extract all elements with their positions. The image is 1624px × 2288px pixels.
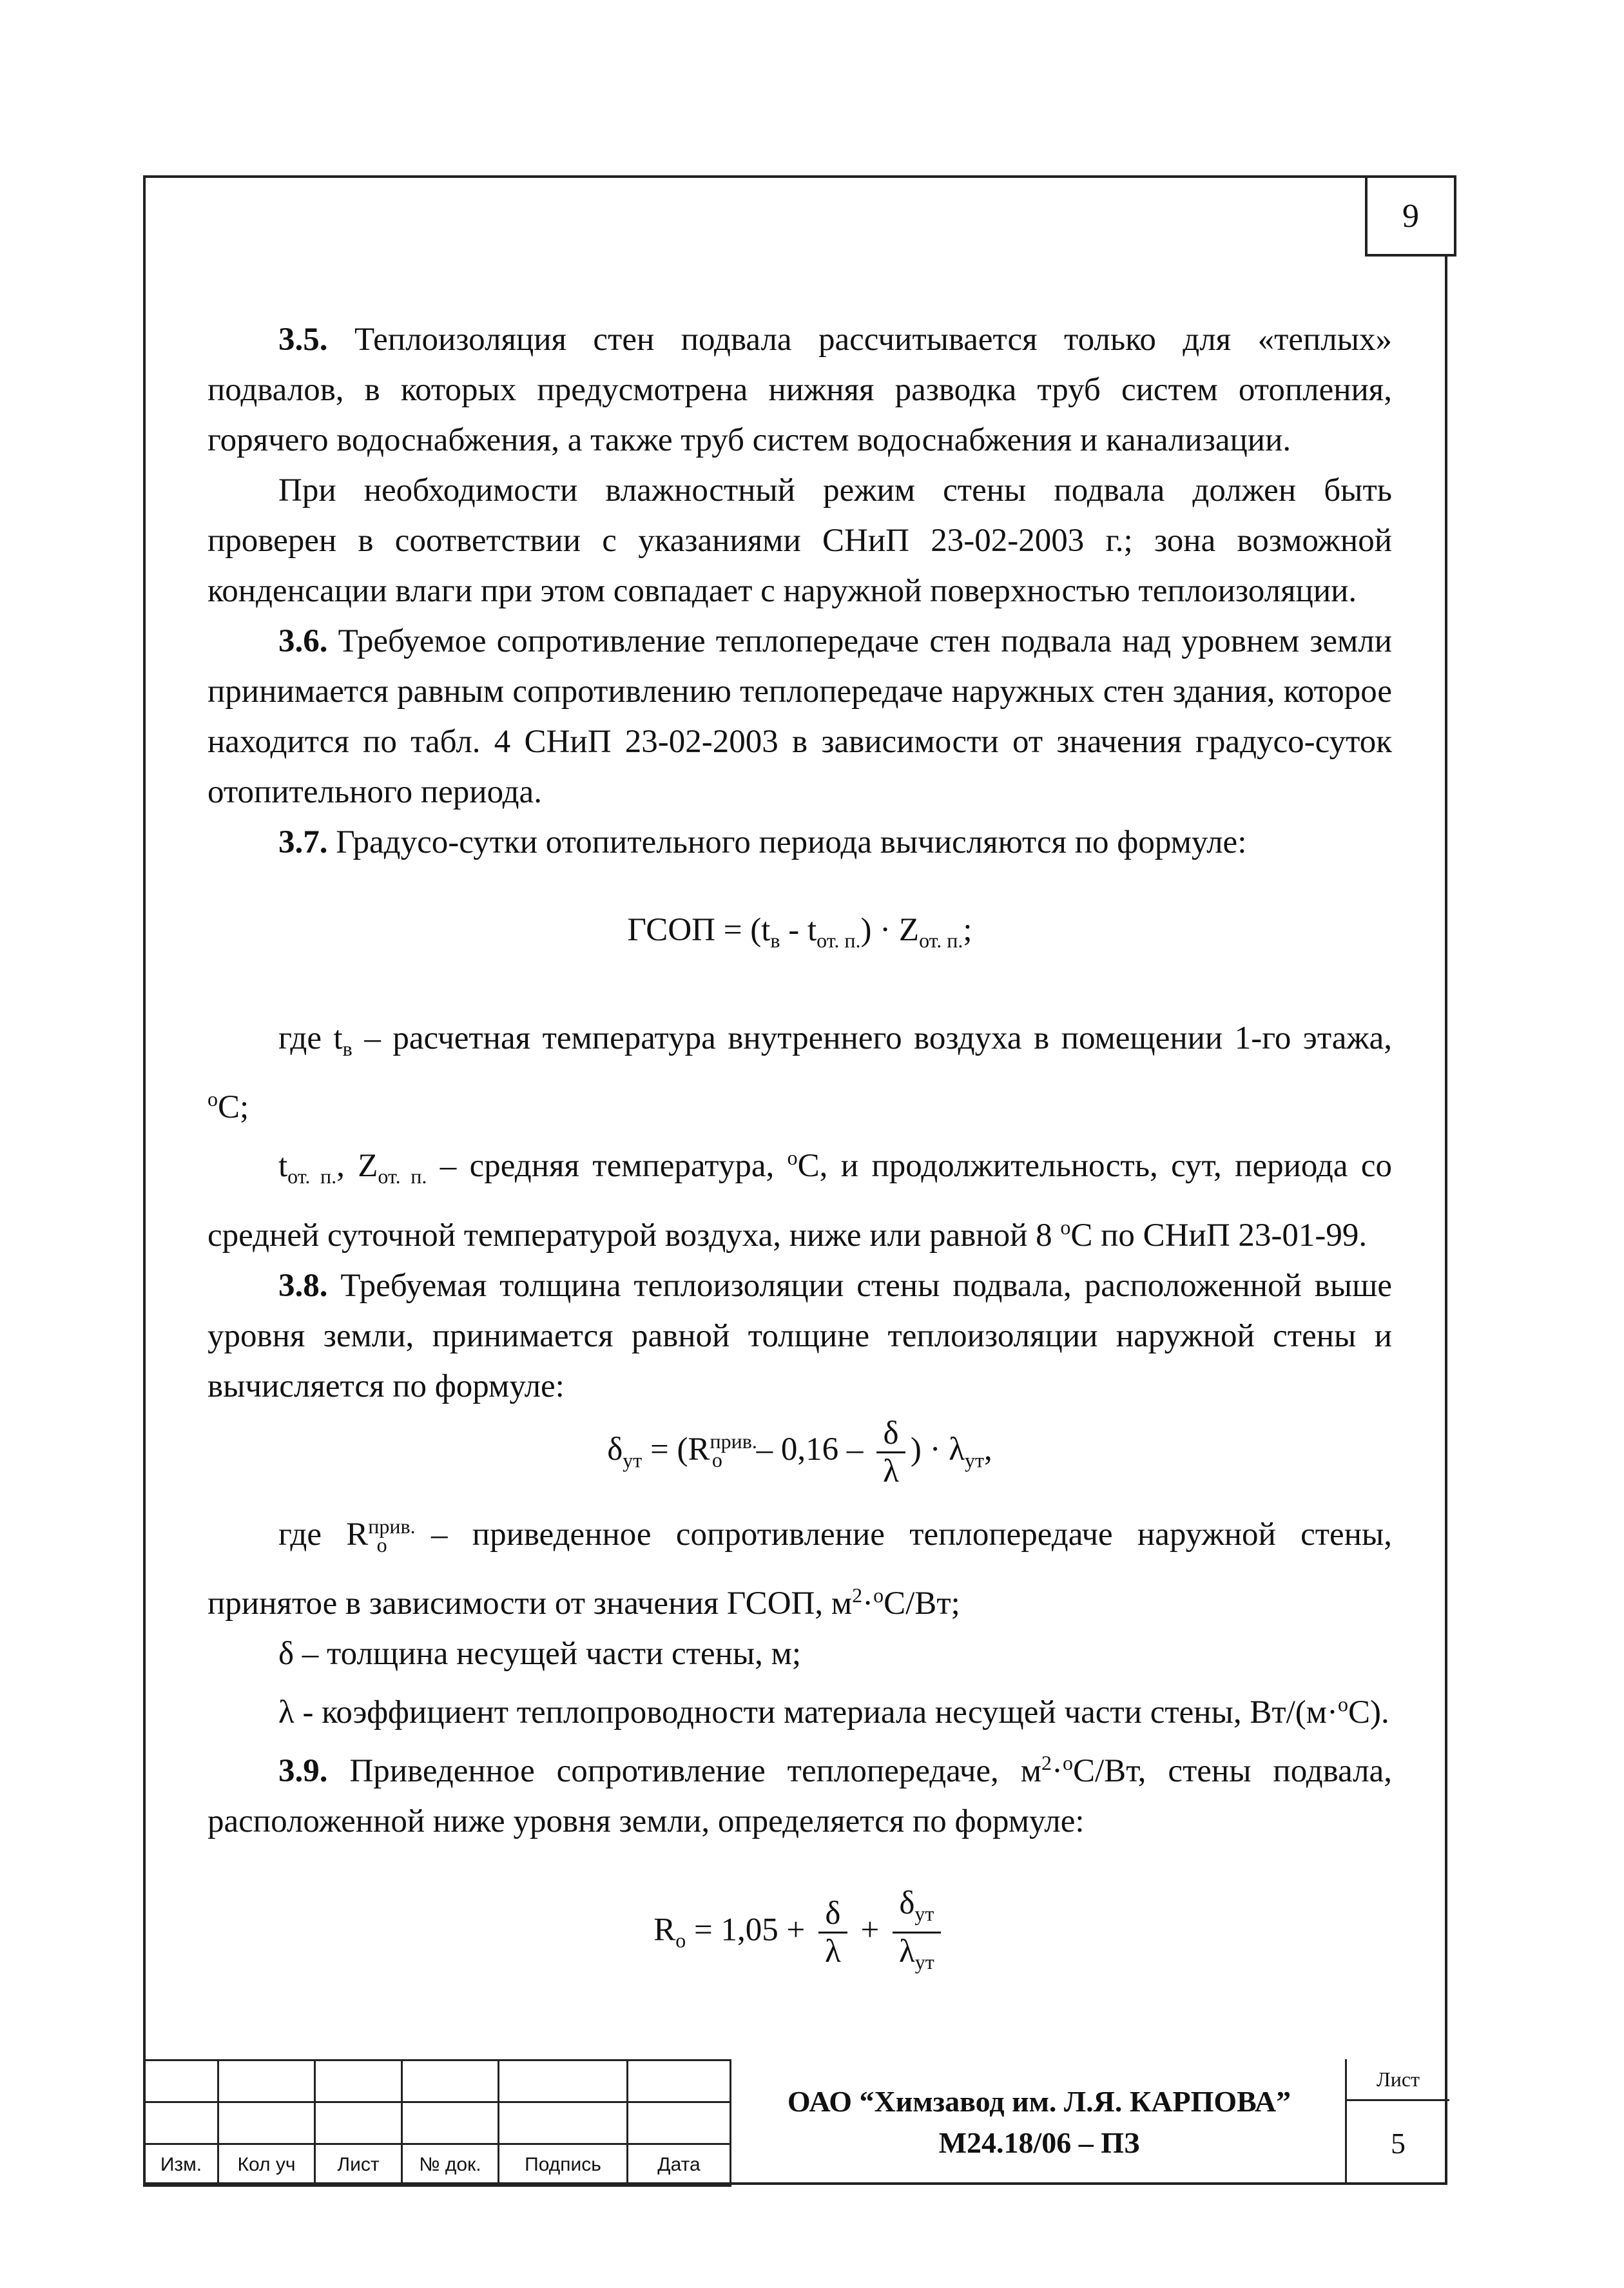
formula-ro: $R_о = 1,05$ + $\frac{\delta}{\lambda}$ + $\frac{\delta_{ут}}{\lambda_{ут}}$ [208,1885,1392,1980]
paragraph-3-8: 3.8. Требуемая толщина теплоизоляции стены подвала, расположенной выше уровня земли, принимается равной толщине теплоизоляции наружной стены и вычисляется по формуле: [208,1267,1392,1404]
where-delta: δ – толщина несущей части стены, м; [278,1635,802,1672]
where-tot: $t_{от. п.}$, $Z_{от. п.}$ – средняя температура, $^o$C, и продолжительность, сут, периода со средней суточной температурой воздуха, ниже или равной 8 $^o$C по СНиП 23-01-99. [208,1146,1393,1254]
body-text [208,315,1392,1980]
where-tv: где $t_в$ – расчетная температура внутреннего воздуха в помещении 1-го этажа, $^o$C; [208,1020,1392,1126]
title-block [143,2059,1447,2185]
sheet-cell [1345,2059,1449,2185]
col-label-doc: № док. [402,2144,499,2186]
col-label-list: Лист [315,2144,402,2186]
col-label-date: Дата [628,2144,731,2186]
sheet-number: 5 [1391,2126,1406,2160]
paragraph-3-9: 3.9. Приведенное сопротивление теплопередаче, $м^2\cdot^oC/Вт$, стены подвала, расположенной ниже уровня земли, определяется по формуле: [208,1750,1392,1839]
col-label-kol: Кол уч [218,2144,315,2186]
paragraph-3-5-b: При необходимости влажностный режим стены подвала должен быть проверен в соответствии с указаниями СНиП 23-02-2003 г.; зона возможной конденсации влаги при этом совпадает с наружной поверхностью теплоизоляции. [208,472,1392,609]
page-number: 9 [1365,175,1456,257]
sheet-label: Лист [1347,2059,1449,2101]
revision-table [143,2059,731,2187]
col-label-sign: Подпись [499,2144,628,2186]
org-name: ОАО “Химзавод им. Л.Я. КАРПОВА” [787,2084,1291,2118]
formula-delta-ut: $\delta_{ут} = (R^{прив.}_о - 0,16$ – $\frac{\delta}{\lambda}$ ) · $\lambda_{ут}$, [607,1415,992,1489]
paragraph-3-6: 3.6. Требуемое сопротивление теплопередаче стен подвала над уровнем земли принимается равным сопротивлению теплопередаче наружных стен здания, которое находится по табл. 4 СНиП 23-02-2003 в зависимости от значения градусо-суток отопительного периода. [208,623,1392,810]
document-code: М24.18/06 – ПЗ [938,2126,1140,2159]
paragraph-3-5: 3.5. Теплоизоляция стен подвала рассчитывается только для «теплых» подвалов, в которых предусмотрена нижняя разводка труб систем отопления, горячего водоснабжения, а также труб систем водоснабжения и канализации. [208,322,1393,458]
where-r: где $R^{прив.}_о$ – приведенное сопротивление теплопередаче наружной стены, принятое в зависимости от значения ГСОП, $м^2\cdot^oC/Вт$; [208,1514,1392,1622]
paragraph-3-7: 3.7. Градусо-сутки отопительного периода вычисляются по формуле: [278,824,1247,860]
where-lambda: λ - коэффициент теплопроводности материала несущей части стены, Вт/(м·$^o$C). [278,1692,1389,1731]
formula-gsop: ГСОП = $(t_в - t_{от. п.}) \cdot Z_{от. п.}$; [627,912,972,953]
organization-title [730,2059,1347,2185]
col-label-izm: Изм. [144,2144,218,2186]
